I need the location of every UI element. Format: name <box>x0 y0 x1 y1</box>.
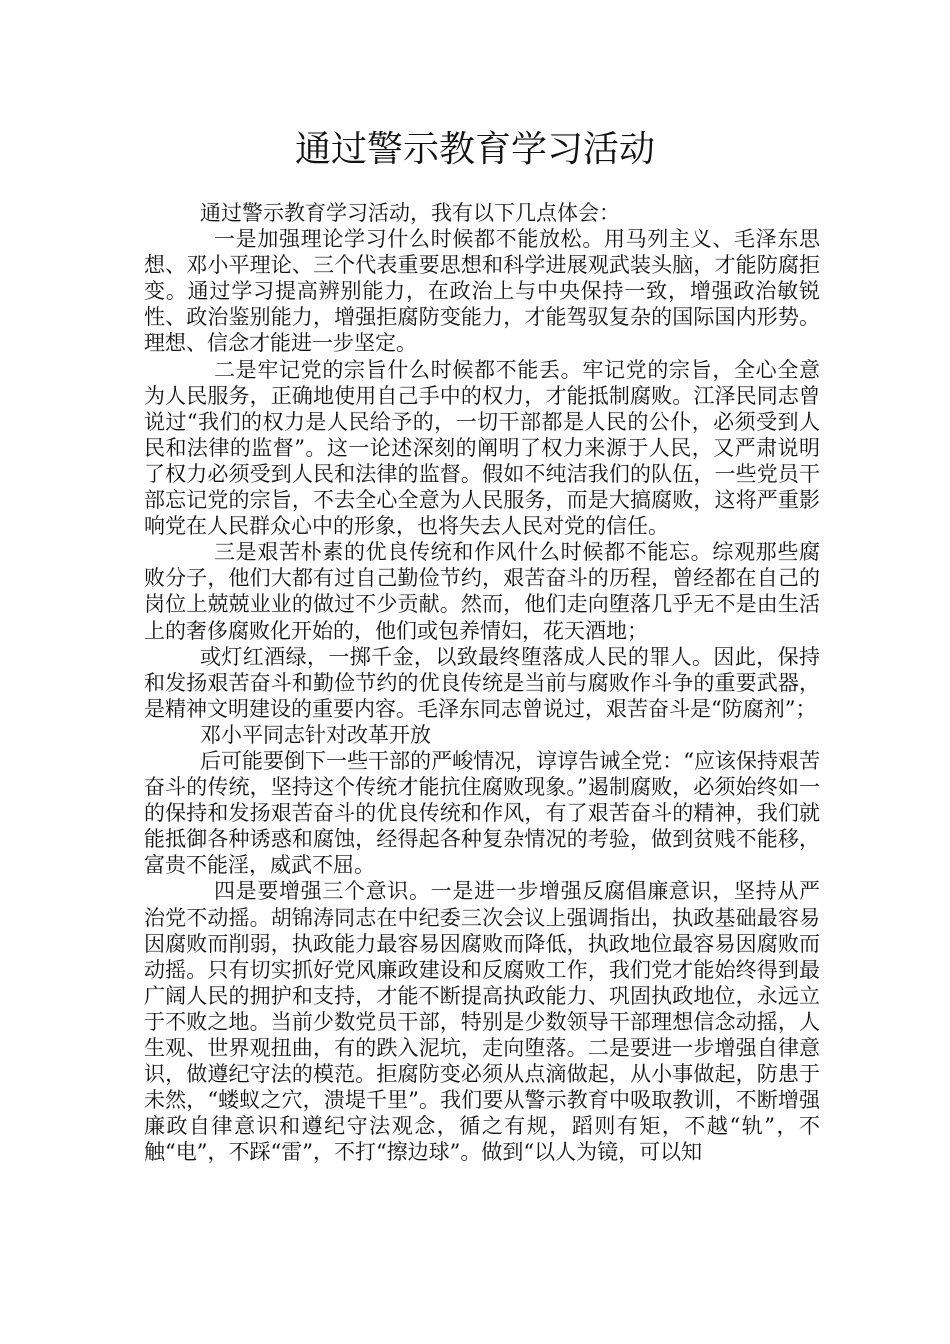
point-four-paragraph: 四是要增强三个意识。一是进一步增强反腐倡廉意识，坚持从严治党不动摇。胡锦涛同志在中纪委三次会议上强调指出，执政基础最容易因腐败而削弱，执政能力最容易因腐败而降低，执政地位最容易因腐败而动摇。只有切实抓好党风廉政建设和反腐败工作，我们党才能始终得到最广阔人民的拥护和支持，才能不断提高执政能力、巩固执政地位，永远立于不败之地。当前少数党员干部，特别是少数领导干部理想信念动摇，人生观、世界观扭曲，有的跌入泥坑，走向堕落。二是要进一步增强自律意识，做遵纪守法的模范。拒腐防变必须从点滴做起，从小事做起，防患于未然，“蝼蚁之穴，溃堤千里”。我们要从警示教育中吸取教训，不断增强廉政自律意识和遵纪守法观念，循之有规，蹈则有矩，不越“轨”，不触“电”，不踩“雷”，不打“擦边球”。做到“以人为镜，可以知 <box>144 879 820 1165</box>
point-three-paragraph: 三是艰苦朴素的优良传统和作风什么时候都不能忘。综观那些腐败分子，他们大都有过自己勤俭节约，艰苦奋斗的历程，曾经都在自己的岗位上兢兢业业的做过不少贡献。然而，他们走向堕落几乎无不是由生活上的奢侈腐败化开始的，他们或包养情妇，花天酒地； <box>144 540 820 643</box>
document-body <box>144 200 820 1165</box>
intro-paragraph: 通过警示教育学习活动，我有以下几点体会： <box>200 201 620 225</box>
point-three-continuation-paragraph: 或灯红酒绿，一掷千金，以致最终堕落成人民的罪人。因此，保持和发扬艰苦奋斗和勤俭节约的优良传统是当前与腐败作斗争的重要武器，是精神文明建设的重要内容。毛泽东同志曾说过，艰苦奋斗是“防腐剂”； <box>144 644 820 721</box>
document-title: 通过警示教育学习活动 <box>294 129 655 170</box>
point-one-paragraph: 一是加强理论学习什么时候都不能放松。用马列主义、毛泽东思想、邓小平理论、三个代表重要思想和科学进展观武装头脑，才能防腐拒变。通过学习提高辨别能力，在政治上与中央保持一致，增强政治敏锐性、政治鉴别能力，增强拒腐防变能力，才能驾驭复杂的国际国内形势。理想、信念才能进一步坚定。 <box>144 227 820 356</box>
deng-quote-lead-paragraph: 邓小平同志针对改革开放 <box>200 722 431 747</box>
point-two-paragraph: 二是牢记党的宗旨什么时候都不能丢。牢记党的宗旨，全心全意为人民服务，正确地使用自己手中的权力，才能抵制腐败。江泽民同志曾说过“我们的权力是人民给予的，一切干部都是人民的公仆，必须受到人民和法律的监督”。这一论述深刻的阐明了权力来源于人民，又严肃说明了权力必须受到人民和法律的监督。假如不纯洁我们的队伍，一些党员干部忘记党的宗旨，不去全心全意为人民服务，而是大搞腐败，这将严重影响党在人民群众心中的形象，也将失去人民对党的信任。 <box>144 357 820 539</box>
deng-quote-paragraph: 后可能要倒下一些干部的严峻情况，谆谆告诫全党：“应该保持艰苦奋斗的传统，坚持这个传统才能抗住腐败现象。”遏制腐败，必须始终如一的保持和发扬艰苦奋斗的优良传统和作风，有了艰苦奋斗的精神，我们就能抵御各种诱惑和腐蚀，经得起各种复杂情况的考验，做到贫贱不能移，富贵不能淫，威武不屈。 <box>144 748 820 878</box>
